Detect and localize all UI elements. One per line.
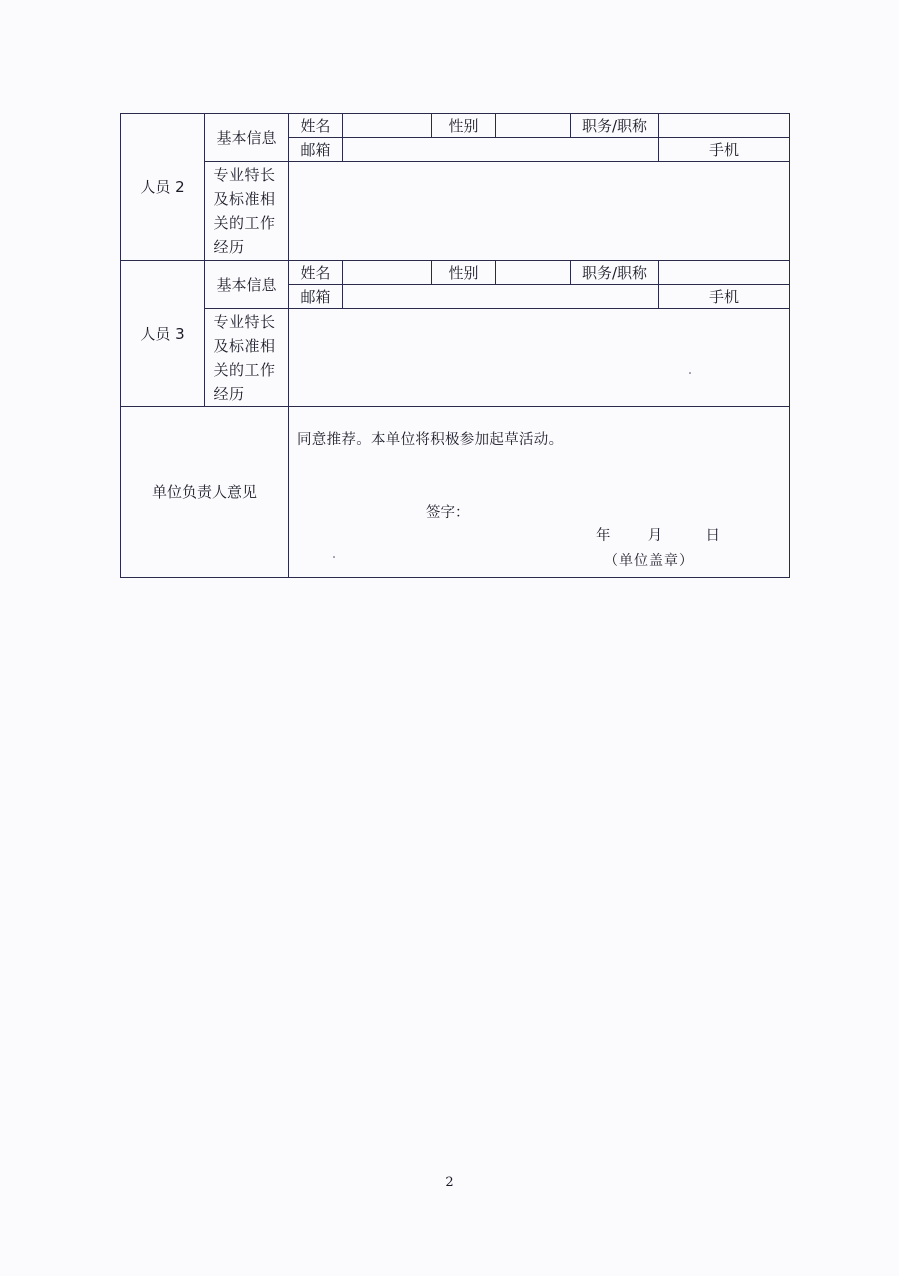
person-3-email-field[interactable] xyxy=(343,285,659,309)
person-3-label: 人员 3 xyxy=(121,261,205,407)
person-3-row-3 xyxy=(121,309,790,407)
person-2-name-field[interactable] xyxy=(343,114,432,138)
person-3-gender-field[interactable] xyxy=(496,261,571,285)
person-2-basic-info-label: 基本信息 xyxy=(205,114,289,162)
person-2-gender-field[interactable] xyxy=(496,114,571,138)
opinion-text: 同意推荐。本单位将积极参加起草活动。 xyxy=(297,432,564,448)
person-3-phone-label: 手机 xyxy=(659,285,790,309)
person-2-row-3 xyxy=(121,162,790,261)
person-2-gender-label: 性别 xyxy=(432,114,496,138)
person-2-phone-label: 手机 xyxy=(659,138,790,162)
scan-speck xyxy=(689,372,691,374)
person-2-email-label: 邮箱 xyxy=(289,138,343,162)
person-3-expertise-field[interactable] xyxy=(289,309,790,407)
seal-label: （单位盖章） xyxy=(604,553,694,569)
person-3-name-label: 姓名 xyxy=(289,261,343,285)
person-3-title-label: 职务/职称 xyxy=(571,261,659,285)
signature-label: 签字： xyxy=(426,505,470,521)
month-label: 月 xyxy=(647,528,663,544)
recommendation-form-table xyxy=(120,113,790,578)
person-3-basic-info-label: 基本信息 xyxy=(205,261,289,309)
person-3-title-field[interactable] xyxy=(659,261,790,285)
person-3-gender-label: 性别 xyxy=(432,261,496,285)
person-3-expertise-label-cell xyxy=(205,309,289,407)
year-label: 年 xyxy=(596,528,611,544)
date-line xyxy=(596,528,720,545)
scan-speck xyxy=(333,556,335,558)
person-2-expertise-label-cell xyxy=(205,162,289,261)
person-2-expertise-label: 专业特长及标准相关的工作经历 xyxy=(213,166,276,256)
person-2-expertise-field[interactable] xyxy=(289,162,790,261)
opinion-content[interactable] xyxy=(289,407,790,578)
day-label: 日 xyxy=(705,528,720,544)
opinion-label: 单位负责人意见 xyxy=(121,407,289,578)
person-2-label: 人员 2 xyxy=(121,114,205,261)
person-3-email-label: 邮箱 xyxy=(289,285,343,309)
person-2-title-label: 职务/职称 xyxy=(571,114,659,138)
opinion-row xyxy=(121,407,790,578)
person-3-name-field[interactable] xyxy=(343,261,432,285)
page-number: 2 xyxy=(445,1175,454,1190)
person-2-name-label: 姓名 xyxy=(289,114,343,138)
person-3-expertise-label: 专业特长及标准相关的工作经历 xyxy=(213,312,276,403)
person-2-row-1 xyxy=(121,114,790,138)
person-2-email-field[interactable] xyxy=(343,138,659,162)
person-3-row-1 xyxy=(121,261,790,285)
person-2-title-field[interactable] xyxy=(659,114,790,138)
